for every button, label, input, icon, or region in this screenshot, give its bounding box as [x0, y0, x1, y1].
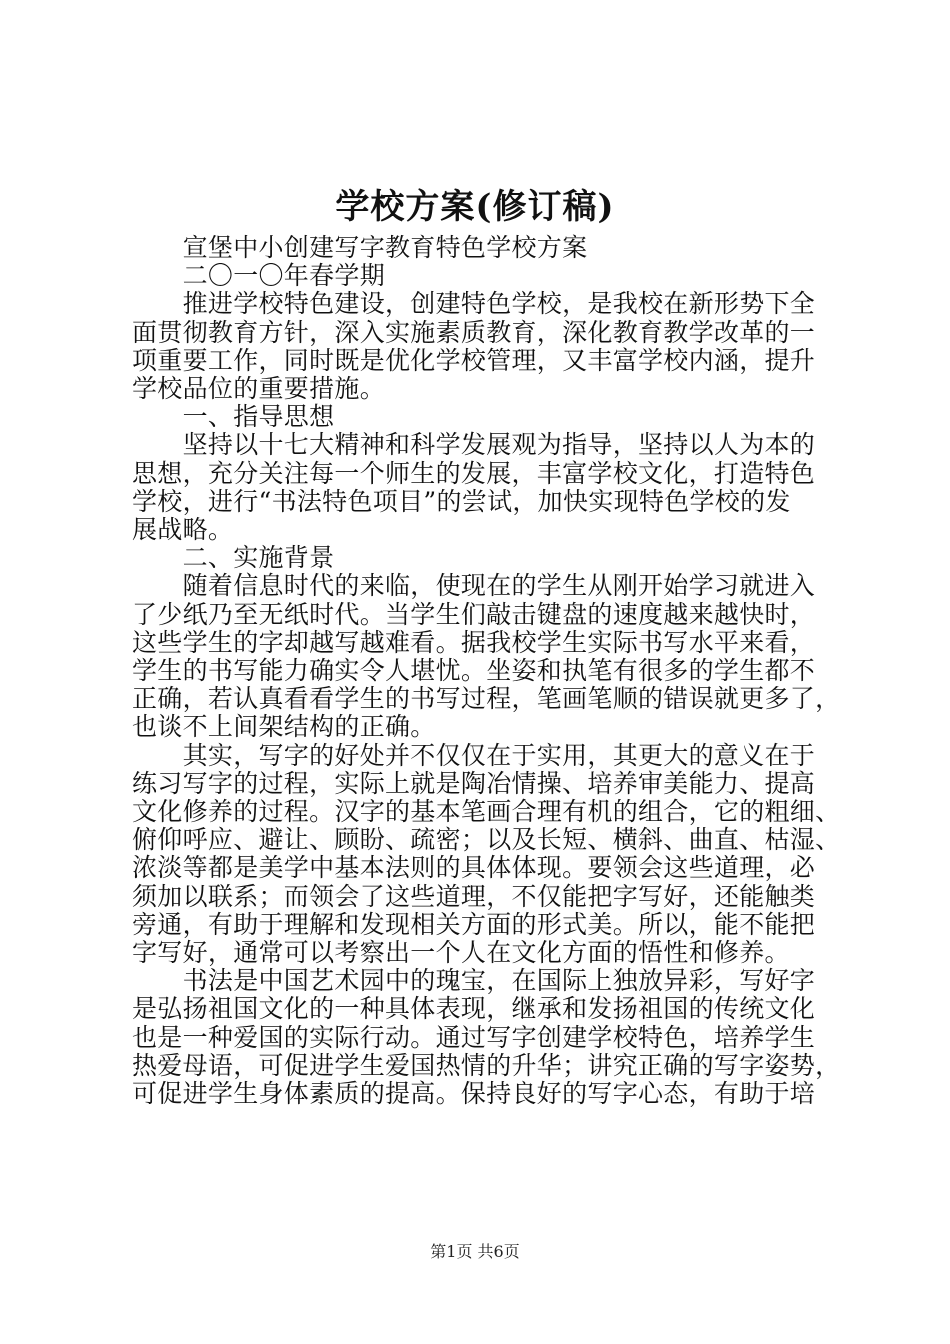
body-text-line: 也谈不上间架结构的正确。: [132, 712, 436, 742]
body-text-line: 热爱母语，可促进学生爱国热情的升华；讲究正确的写字姿势，: [132, 1050, 841, 1080]
body-text-line: 二〇一〇年春学期: [132, 261, 386, 291]
body-text-line: 二、实施背景: [132, 543, 335, 573]
body-text-line: 这些学生的字却越写越难看。据我校学生实际书写水平来看，: [132, 627, 816, 657]
body-text-line: 了少纸乃至无纸时代。当学生们敲击键盘的速度越来越快时，: [132, 599, 816, 629]
body-text-line: 学校，进行“书法特色项目”的尝试，加快实现特色学校的发: [132, 486, 791, 516]
document-body: [132, 233, 841, 1109]
body-text-line: 可促进学生身体素质的提高。保持良好的写字心态，有助于培: [132, 1079, 816, 1109]
body-text-line: 也是一种爱国的实际行动。通过写字创建学校特色，培养学生: [132, 1022, 816, 1052]
body-text-line: 正确，若认真看看学生的书写过程，笔画笔顺的错误就更多了，: [132, 684, 841, 714]
body-text-line: 学生的书写能力确实令人堪忧。坐姿和执笔有很多的学生都不: [132, 656, 816, 686]
body-text-line: 学校品位的重要措施。: [132, 374, 386, 404]
body-text-line: 一、指导思想: [132, 402, 335, 432]
body-text-line: 须加以联系；而领会了这些道理，不仅能把字写好，还能触类: [132, 881, 816, 911]
body-text-line: 旁通，有助于理解和发现相关方面的形式美。所以，能不能把: [132, 909, 816, 939]
body-text-line: 项重要工作，同时既是优化学校管理，又丰富学校内涵，提升: [132, 345, 816, 375]
body-text-line: 浓淡等都是美学中基本法则的具体体现。要领会这些道理，必: [132, 853, 816, 883]
document-title: 学校方案(修订稿): [335, 187, 615, 227]
body-text-line: 面贯彻教育方针，深入实施素质教育，深化教育教学改革的一: [132, 317, 816, 347]
body-text-line: 展战略。: [132, 515, 234, 545]
page-number-footer: 第1页 共6页: [430, 1242, 520, 1261]
body-text-line: 推进学校特色建设，创建特色学校，是我校在新形势下全: [132, 289, 816, 319]
body-text-line: 随着信息时代的来临，使现在的学生从刚开始学习就进入: [132, 571, 816, 601]
body-text-line: 练习写字的过程，实际上就是陶冶情操、培养审美能力、提高: [132, 768, 816, 798]
body-text-line: 书法是中国艺术园中的瑰宝，在国际上独放异彩，写好字: [132, 966, 816, 996]
body-text-line: 思想，充分关注每一个师生的发展，丰富学校文化，打造特色: [132, 458, 816, 488]
body-text-line: 字写好，通常可以考察出一个人在文化方面的悟性和修养。: [132, 938, 790, 968]
body-text-line: 其实，写字的好处并不仅仅在于实用，其更大的意义在于: [132, 740, 816, 770]
body-text-line: 文化修养的过程。汉字的基本笔画合理有机的组合，它的粗细、: [132, 797, 841, 827]
body-text-line: 是弘扬祖国文化的一种具体表现，继承和发扬祖国的传统文化: [132, 994, 816, 1024]
body-text-line: 宣堡中小创建写字教育特色学校方案: [132, 233, 588, 262]
body-text-line: 坚持以十七大精神和科学发展观为指导，坚持以人为本的: [132, 430, 816, 460]
body-text-line: 俯仰呼应、避让、顾盼、疏密；以及长短、横斜、曲直、枯湿、: [132, 825, 841, 855]
